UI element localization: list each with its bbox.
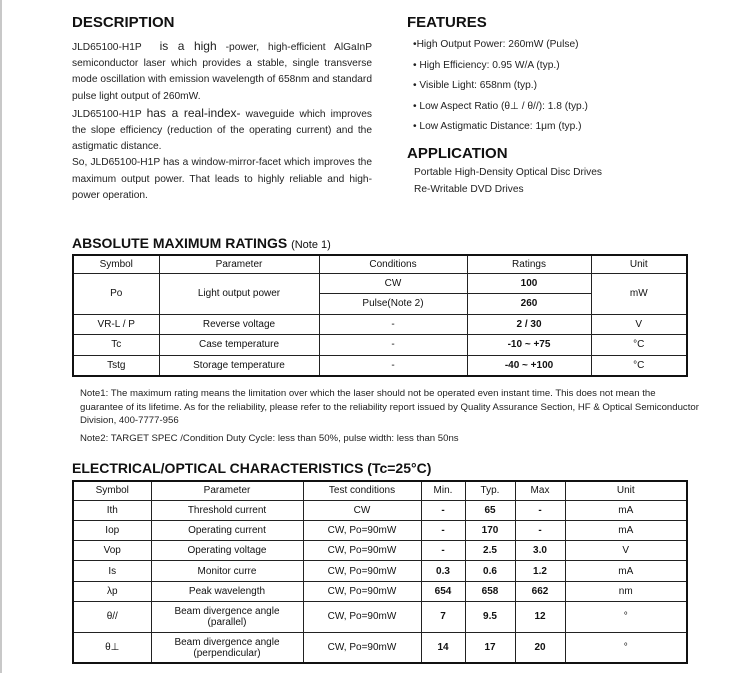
cell-unit: °C <box>591 355 687 376</box>
feature-item: •High Output Power: 260mW (Pulse) <box>413 39 579 50</box>
features-heading: FEATURES <box>407 14 487 31</box>
cell-typ: 9.5 <box>465 601 515 632</box>
cell-min: - <box>421 541 465 561</box>
table-row <box>73 335 687 356</box>
electrical-optical-table <box>72 480 688 664</box>
cell-max: 662 <box>515 581 565 601</box>
cell-min: - <box>421 520 465 540</box>
cell-symbol: θ// <box>73 601 151 632</box>
cell-typ: 170 <box>465 520 515 540</box>
description-paragraph-1: JLD65100-H1P is a high -power, high-efficient AlGaInP semiconductor laser which provides a stable, single transverse mode oscillation with emission wavelength of 658nm and standard pulse light output of 260mW. <box>72 39 372 102</box>
application-heading: APPLICATION <box>407 145 508 162</box>
cell-ratings: 260 <box>467 294 591 315</box>
column-header: Unit <box>591 255 687 273</box>
cell-parameter: Operating current <box>151 520 303 540</box>
description-body <box>72 38 372 204</box>
cell-typ: 17 <box>465 632 515 663</box>
cell-parameter: Beam divergence angle (perpendicular) <box>151 632 303 663</box>
cell-conditions: - <box>319 335 467 356</box>
cell-unit: °C <box>591 335 687 356</box>
cell-typ: 65 <box>465 500 515 520</box>
cell-conditions: CW, Po=90mW <box>303 541 421 561</box>
cell-max: 20 <box>515 632 565 663</box>
cell-min: 14 <box>421 632 465 663</box>
amr-notes <box>80 387 700 445</box>
cell-conditions: - <box>319 314 467 335</box>
column-header: Ratings <box>467 255 591 273</box>
cell-min: 654 <box>421 581 465 601</box>
cell-max: 12 <box>515 601 565 632</box>
table-row <box>73 601 687 632</box>
cell-max: - <box>515 520 565 540</box>
cell-symbol: λp <box>73 581 151 601</box>
absolute-max-ratings-table <box>72 254 688 377</box>
amr-note-ref: (Note 1) <box>291 239 331 251</box>
cell-typ: 658 <box>465 581 515 601</box>
cell-unit: mA <box>565 561 687 581</box>
cell-typ: 0.6 <box>465 561 515 581</box>
feature-item: • Low Astigmatic Distance: 1μm (typ.) <box>413 121 582 132</box>
column-header: Conditions <box>319 255 467 273</box>
table-row <box>73 561 687 581</box>
cell-parameter: Peak wavelength <box>151 581 303 601</box>
cell-conditions: CW <box>303 500 421 520</box>
description-paragraph-2: JLD65100-H1P has a real-index- waveguide which improves the slope efficiency (reduction of the operating current) and the astigmatic distance. <box>72 105 372 153</box>
description-paragraph-3: So, JLD65100-H1P has a window-mirror-facet which improves the maximum output power. That leads to highly reliable and high-power operation. <box>72 157 372 201</box>
page-left-border <box>0 0 2 673</box>
note-2: Note2: TARGET SPEC /Condition Duty Cycle: less than 50%, pulse width: less than 50ns <box>80 432 459 444</box>
cell-symbol: Iop <box>73 520 151 540</box>
table-row <box>73 581 687 601</box>
column-header: Symbol <box>73 255 159 273</box>
cell-max: 1.2 <box>515 561 565 581</box>
table-header-row <box>73 481 687 500</box>
cell-symbol: θ⊥ <box>73 632 151 663</box>
cell-parameter: Storage temperature <box>159 355 319 376</box>
cell-parameter: Threshold current <box>151 500 303 520</box>
description-heading: DESCRIPTION <box>72 14 175 31</box>
cell-unit: V <box>565 541 687 561</box>
cell-conditions: CW, Po=90mW <box>303 561 421 581</box>
cell-symbol: Po <box>73 273 159 314</box>
feature-item: • High Efficiency: 0.95 W/A (typ.) <box>413 59 560 71</box>
cell-parameter: Reverse voltage <box>159 314 319 335</box>
application-item: Re-Writable DVD Drives <box>414 184 524 195</box>
table-header-row <box>73 255 687 273</box>
feature-item: • Visible Light: 658nm (typ.) <box>413 80 537 91</box>
table-row <box>73 520 687 540</box>
cell-ratings: -10 ~ +75 <box>467 335 591 356</box>
column-header: Min. <box>421 481 465 500</box>
cell-conditions: CW, Po=90mW <box>303 520 421 540</box>
cell-parameter: Operating voltage <box>151 541 303 561</box>
cell-max: - <box>515 500 565 520</box>
cell-unit: mA <box>565 520 687 540</box>
cell-unit: nm <box>565 581 687 601</box>
table-row <box>73 273 687 294</box>
cell-parameter: Light output power <box>159 273 319 314</box>
note-1: Note1: The maximum rating means the limitation over which the laser should not be operated even instant time. This does not mean the guarantee of its lifetime. As for the reliability, please refer to the reliability report issued by Quality Assurance Section, HF & Optical Semiconductor Division, 400-7777-956 <box>80 388 699 426</box>
table-row <box>73 355 687 376</box>
cell-conditions: CW <box>319 273 467 294</box>
cell-min: 7 <box>421 601 465 632</box>
application-list <box>414 166 602 200</box>
cell-ratings: -40 ~ +100 <box>467 355 591 376</box>
feature-item: • Low Aspect Ratio (θ⊥ / θ//): 1.8 (typ.) <box>413 100 588 112</box>
table-row <box>73 541 687 561</box>
cell-unit: ° <box>565 632 687 663</box>
cell-conditions: Pulse(Note 2) <box>319 294 467 315</box>
cell-ratings: 2 / 30 <box>467 314 591 335</box>
column-header: Typ. <box>465 481 515 500</box>
cell-symbol: Vop <box>73 541 151 561</box>
cell-unit: ° <box>565 601 687 632</box>
table-row <box>73 314 687 335</box>
column-header: Parameter <box>151 481 303 500</box>
cell-parameter: Monitor curre <box>151 561 303 581</box>
cell-ratings: 100 <box>467 273 591 294</box>
cell-min: - <box>421 500 465 520</box>
cell-symbol: Is <box>73 561 151 581</box>
cell-conditions: - <box>319 355 467 376</box>
cell-symbol: Tstg <box>73 355 159 376</box>
amr-heading: ABSOLUTE MAXIMUM RATINGS (Note 1) <box>72 235 331 251</box>
cell-conditions: CW, Po=90mW <box>303 632 421 663</box>
column-header: Max <box>515 481 565 500</box>
cell-parameter: Case temperature <box>159 335 319 356</box>
cell-parameter: Beam divergence angle (parallel) <box>151 601 303 632</box>
cell-symbol: Ith <box>73 500 151 520</box>
cell-typ: 2.5 <box>465 541 515 561</box>
application-item: Portable High-Density Optical Disc Drives <box>414 167 602 178</box>
features-list <box>413 38 588 141</box>
cell-unit: mA <box>565 500 687 520</box>
column-header: Parameter <box>159 255 319 273</box>
cell-symbol: VR-L / P <box>73 314 159 335</box>
cell-max: 3.0 <box>515 541 565 561</box>
cell-symbol: Tc <box>73 335 159 356</box>
cell-unit: V <box>591 314 687 335</box>
table-row <box>73 632 687 663</box>
cell-min: 0.3 <box>421 561 465 581</box>
table-row <box>73 500 687 520</box>
column-header: Unit <box>565 481 687 500</box>
eoc-heading: ELECTRICAL/OPTICAL CHARACTERISTICS (Tc=25°C) <box>72 460 432 476</box>
column-header: Test conditions <box>303 481 421 500</box>
cell-unit: mW <box>591 273 687 314</box>
cell-conditions: CW, Po=90mW <box>303 581 421 601</box>
cell-conditions: CW, Po=90mW <box>303 601 421 632</box>
column-header: Symbol <box>73 481 151 500</box>
